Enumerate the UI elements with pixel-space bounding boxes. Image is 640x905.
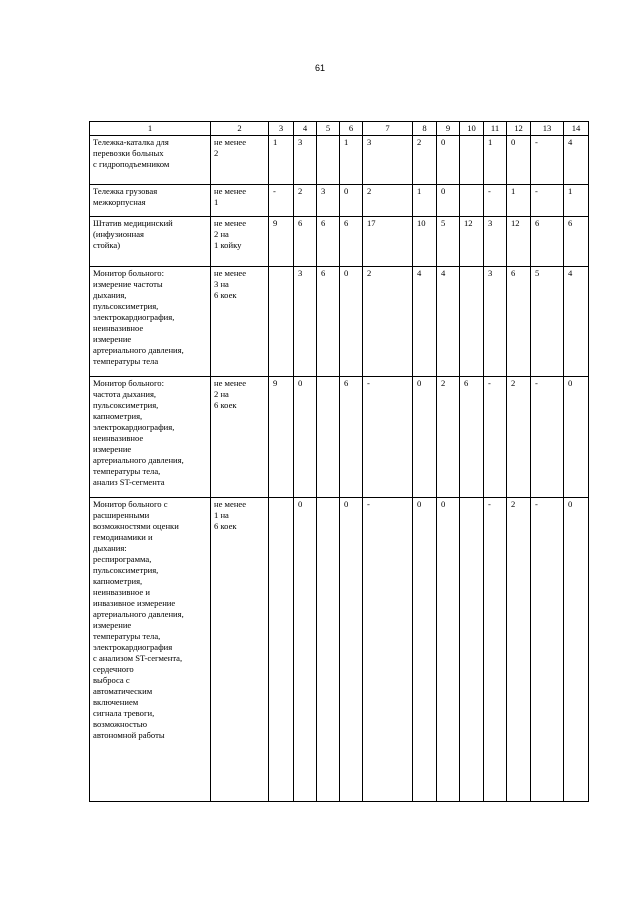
count-cell: 12 xyxy=(507,217,531,267)
column-header: 13 xyxy=(531,122,564,136)
count-cell xyxy=(317,136,340,185)
column-header: 4 xyxy=(294,122,317,136)
table-row xyxy=(90,498,589,802)
count-cell: 0 xyxy=(413,377,437,498)
column-header: 7 xyxy=(363,122,413,136)
count-cell: 4 xyxy=(564,136,589,185)
count-cell: 0 xyxy=(340,185,363,217)
count-cell: 9 xyxy=(269,217,294,267)
count-cell: 9 xyxy=(269,377,294,498)
table-row xyxy=(90,267,589,377)
count-cell: 2 xyxy=(507,377,531,498)
count-cell: 1 xyxy=(564,185,589,217)
count-cell xyxy=(317,377,340,498)
count-cell: 3 xyxy=(294,136,317,185)
count-cell: 0 xyxy=(564,377,589,498)
count-cell xyxy=(460,136,484,185)
count-cell xyxy=(269,498,294,802)
count-cell: 0 xyxy=(340,267,363,377)
table-row xyxy=(90,136,589,185)
equipment-name-cell: Тележка грузовая межкорпусная xyxy=(90,185,211,217)
column-header: 8 xyxy=(413,122,437,136)
count-cell: 2 xyxy=(413,136,437,185)
table-header-row xyxy=(90,122,589,136)
count-cell: 2 xyxy=(294,185,317,217)
count-cell: 6 xyxy=(317,217,340,267)
count-cell: 4 xyxy=(564,267,589,377)
count-cell: - xyxy=(531,185,564,217)
column-header: 9 xyxy=(437,122,460,136)
column-header: 10 xyxy=(460,122,484,136)
count-cell xyxy=(460,267,484,377)
norm-cell: не менее 3 на 6 коек xyxy=(211,267,269,377)
count-cell: 6 xyxy=(531,217,564,267)
equipment-table xyxy=(89,121,589,802)
count-cell: 6 xyxy=(564,217,589,267)
equipment-name-cell: Штатив медицинский (инфузионная стойка) xyxy=(90,217,211,267)
count-cell: - xyxy=(363,498,413,802)
count-cell: - xyxy=(363,377,413,498)
count-cell: 1 xyxy=(484,136,507,185)
count-cell: 0 xyxy=(507,136,531,185)
equipment-name-cell: Тележка-каталка для перевозки больных с гидроподъемником xyxy=(90,136,211,185)
count-cell: 3 xyxy=(294,267,317,377)
equipment-name-cell: Монитор больного с расширенными возможностями оценки гемодинамики и дыхания: респирограмма, пульсоксиметрия, капнометрия, неинвазивное и инвазивное измерение артериального давления, измерение температуры тела, электрокардиография с анализом ST-сегмента, сердечного выброса с автоматическим включением сигнала тревоги, возможностью автономной работы xyxy=(90,498,211,802)
count-cell: 0 xyxy=(340,498,363,802)
norm-cell: не менее 1 xyxy=(211,185,269,217)
count-cell: 1 xyxy=(269,136,294,185)
count-cell xyxy=(317,498,340,802)
count-cell: 6 xyxy=(507,267,531,377)
count-cell: - xyxy=(269,185,294,217)
count-cell: 6 xyxy=(340,377,363,498)
norm-cell: не менее 1 на 6 коек xyxy=(211,498,269,802)
column-header: 6 xyxy=(340,122,363,136)
column-header: 11 xyxy=(484,122,507,136)
count-cell: 4 xyxy=(437,267,460,377)
count-cell: 0 xyxy=(564,498,589,802)
equipment-name-cell: Монитор больного: частота дыхания, пульсоксиметрия, капнометрия, электрокардиография, неинвазивное измерение артериального давления, температуры тела, анализ ST-сегмента xyxy=(90,377,211,498)
count-cell: 4 xyxy=(413,267,437,377)
count-cell: 3 xyxy=(484,267,507,377)
page-number: 61 xyxy=(314,63,325,73)
count-cell: - xyxy=(531,498,564,802)
column-header: 2 xyxy=(211,122,269,136)
count-cell: - xyxy=(484,377,507,498)
count-cell: - xyxy=(484,185,507,217)
count-cell xyxy=(460,498,484,802)
count-cell: 6 xyxy=(294,217,317,267)
count-cell: 12 xyxy=(460,217,484,267)
column-header: 5 xyxy=(317,122,340,136)
count-cell: 6 xyxy=(460,377,484,498)
count-cell: 6 xyxy=(317,267,340,377)
count-cell: 2 xyxy=(437,377,460,498)
count-cell: 1 xyxy=(340,136,363,185)
count-cell: 0 xyxy=(437,498,460,802)
count-cell: 0 xyxy=(437,136,460,185)
table-row xyxy=(90,185,589,217)
count-cell: 5 xyxy=(531,267,564,377)
column-header: 14 xyxy=(564,122,589,136)
table-row xyxy=(90,377,589,498)
count-cell: 0 xyxy=(413,498,437,802)
count-cell: 2 xyxy=(363,185,413,217)
count-cell: 2 xyxy=(363,267,413,377)
column-header: 12 xyxy=(507,122,531,136)
count-cell: 3 xyxy=(363,136,413,185)
count-cell: 17 xyxy=(363,217,413,267)
norm-cell: не менее 2 на 6 коек xyxy=(211,377,269,498)
equipment-name-cell: Монитор больного: измерение частоты дыхания, пульсоксиметрия, электрокардиография, неинвазивное измерение артериального давления, температуры тела xyxy=(90,267,211,377)
count-cell: 3 xyxy=(317,185,340,217)
count-cell xyxy=(460,185,484,217)
norm-cell: не менее 2 xyxy=(211,136,269,185)
count-cell: - xyxy=(531,377,564,498)
table-row xyxy=(90,217,589,267)
count-cell: 5 xyxy=(437,217,460,267)
count-cell: 0 xyxy=(437,185,460,217)
count-cell: 3 xyxy=(484,217,507,267)
count-cell: - xyxy=(531,136,564,185)
column-header: 1 xyxy=(90,122,211,136)
count-cell: - xyxy=(484,498,507,802)
count-cell: 1 xyxy=(507,185,531,217)
count-cell: 0 xyxy=(294,377,317,498)
count-cell: 1 xyxy=(413,185,437,217)
count-cell: 0 xyxy=(294,498,317,802)
column-header: 3 xyxy=(269,122,294,136)
count-cell xyxy=(269,267,294,377)
count-cell: 6 xyxy=(340,217,363,267)
norm-cell: не менее 2 на 1 койку xyxy=(211,217,269,267)
count-cell: 10 xyxy=(413,217,437,267)
count-cell: 2 xyxy=(507,498,531,802)
